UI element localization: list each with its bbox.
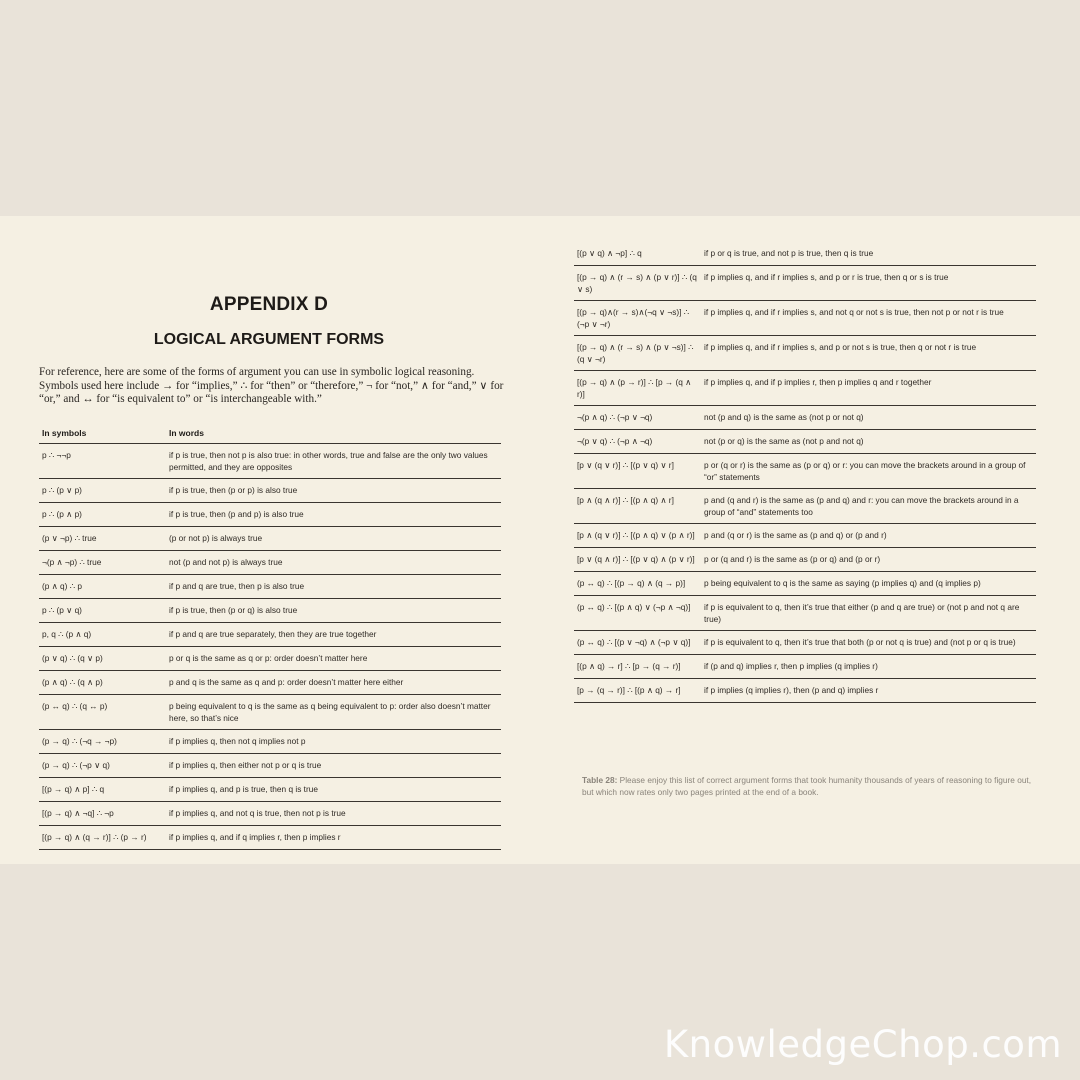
table-caption <box>582 774 1037 798</box>
table-row <box>574 489 1036 524</box>
table-row <box>574 631 1036 655</box>
watermark: KnowledgeChop.com <box>663 1023 1062 1066</box>
header-in-symbols: In symbols <box>39 421 166 444</box>
table-row <box>39 623 501 647</box>
table-row <box>39 671 501 695</box>
words-cell: if p implies q, and if r implies s, and not q or not s is true, then not p or not r is true <box>701 301 1036 336</box>
symbols-cell: (p ↔ q) ∴ [(p ∨ ¬q) ∧ (¬p ∨ q)] <box>574 631 701 655</box>
table-row <box>574 655 1036 679</box>
words-cell: if p and q are true, then p is also true <box>166 575 501 599</box>
words-cell: if p is true, then (p or q) is also true <box>166 599 501 623</box>
symbols-cell: (p ↔ q) ∴ (q ↔ p) <box>39 695 166 730</box>
words-cell: if p implies q, then either not p or q is true <box>166 754 501 778</box>
table-row <box>574 301 1036 336</box>
section-title: LOGICAL ARGUMENT FORMS <box>153 331 385 348</box>
argument-forms-table-left <box>39 421 501 850</box>
table-row <box>574 679 1036 703</box>
symbols-cell: [(p → q) ∧ (r → s) ∧ (p ∨ ¬s)] ∴ (q ∨ ¬r) <box>574 336 701 371</box>
words-cell: p or (q or r) is the same as (p or q) or r: you can move the brackets around in a group of “or” statements <box>701 454 1036 489</box>
symbols-cell: [(p → q) ∧ (r → s) ∧ (p ∨ r)] ∴ (q ∨ s) <box>574 266 701 301</box>
left-table-body <box>39 444 501 850</box>
right-table-body <box>574 242 1036 703</box>
table-row <box>574 548 1036 572</box>
caption-label: Table 28: <box>582 775 618 785</box>
words-cell: if (p and q) implies r, then p implies (q implies r) <box>701 655 1036 679</box>
symbols-cell: [p ∨ (q ∨ r)] ∴ [(p ∨ q) ∨ r] <box>574 454 701 489</box>
symbols-cell: (p ↔ q) ∴ [(p ∧ q) ∨ (¬p ∧ ¬q)] <box>574 596 701 631</box>
table-row <box>39 444 501 479</box>
words-cell: if p implies q, and if q implies r, then p implies r <box>166 826 501 850</box>
symbols-cell: p ∴ (p ∨ p) <box>39 479 166 503</box>
table-row <box>39 503 501 527</box>
table-row <box>39 826 501 850</box>
words-cell: not (p and not p) is always true <box>166 551 501 575</box>
words-cell: if p is true, then (p or p) is also true <box>166 479 501 503</box>
words-cell: if p or q is true, and not p is true, then q is true <box>701 242 1036 266</box>
intro-paragraph: For reference, here are some of the forms of argument you can use in symbolic logical reasoning. Symbols used here include → for “implies,” ∴ for “then” or “therefore,” ¬ for “not,” ∧ for “and,” ∨ for “or,” and ↔ for “is equivalent to” or “is interchangeable with.” <box>39 366 504 405</box>
words-cell: if p implies q, and if p implies r, then p implies q and r together <box>701 371 1036 406</box>
table-row <box>574 454 1036 489</box>
symbols-cell: [(p ∧ q) → r] ∴ [p → (q → r)] <box>574 655 701 679</box>
table-row <box>39 599 501 623</box>
symbols-cell: (p ∧ q) ∴ p <box>39 575 166 599</box>
table-row <box>39 479 501 503</box>
symbols-cell: [p ∨ (q ∧ r)] ∴ [(p ∨ q) ∧ (p ∨ r)] <box>574 548 701 572</box>
table-row <box>574 371 1036 406</box>
symbols-cell: [(p → q)∧(r → s)∧(¬q ∨ ¬s)] ∴ (¬p ∨ ¬r) <box>574 301 701 336</box>
symbols-cell: p, q ∴ (p ∧ q) <box>39 623 166 647</box>
table-row <box>39 575 501 599</box>
symbols-cell: p ∴ (p ∧ p) <box>39 503 166 527</box>
words-cell: (p or not p) is always true <box>166 527 501 551</box>
symbols-cell: [(p → q) ∧ (p → r)] ∴ [p → (q ∧ r)] <box>574 371 701 406</box>
words-cell: not (p and q) is the same as (not p or not q) <box>701 406 1036 430</box>
table-header-row <box>39 421 501 444</box>
words-cell: if p is equivalent to q, then it’s true that both (p or not q is true) and (not p or q is true) <box>701 631 1036 655</box>
symbols-cell: (p ∨ q) ∴ (q ∨ p) <box>39 647 166 671</box>
table-row <box>574 242 1036 266</box>
words-cell: if p implies (q implies r), then (p and q) implies r <box>701 679 1036 703</box>
symbols-cell: (p → q) ∴ (¬q → ¬p) <box>39 730 166 754</box>
table-row <box>39 695 501 730</box>
table-row <box>39 730 501 754</box>
words-cell: if p implies q, and p is true, then q is true <box>166 778 501 802</box>
table-row <box>39 551 501 575</box>
symbols-cell: (p ∨ ¬p) ∴ true <box>39 527 166 551</box>
symbols-cell: p ∴ ¬¬p <box>39 444 166 479</box>
words-cell: if p is equivalent to q, then it’s true that either (p and q are true) or (not p and not q are true) <box>701 596 1036 631</box>
words-cell: if p is true, then (p and p) is also true <box>166 503 501 527</box>
table-row <box>574 336 1036 371</box>
symbols-cell: (p → q) ∴ (¬p ∨ q) <box>39 754 166 778</box>
argument-forms-table-right <box>574 242 1036 703</box>
symbols-cell: p ∴ (p ∨ q) <box>39 599 166 623</box>
symbols-cell: (p ↔ q) ∴ [(p → q) ∧ (q → p)] <box>574 572 701 596</box>
book-spread <box>0 216 1080 864</box>
words-cell: not (p or q) is the same as (not p and not q) <box>701 430 1036 454</box>
symbols-cell: [p ∧ (q ∨ r)] ∴ [(p ∧ q) ∨ (p ∧ r)] <box>574 524 701 548</box>
table-row <box>39 778 501 802</box>
words-cell: p or q is the same as q or p: order doesn’t matter here <box>166 647 501 671</box>
symbols-cell: [(p → q) ∧ (q → r)] ∴ (p → r) <box>39 826 166 850</box>
symbols-cell: [(p ∨ q) ∧ ¬p] ∴ q <box>574 242 701 266</box>
words-cell: p or (q and r) is the same as (p or q) and (p or r) <box>701 548 1036 572</box>
table-row <box>574 524 1036 548</box>
table-row <box>39 527 501 551</box>
table-row <box>574 430 1036 454</box>
table-row <box>39 802 501 826</box>
symbols-cell: ¬(p ∨ q) ∴ (¬p ∧ ¬q) <box>574 430 701 454</box>
table-row <box>574 572 1036 596</box>
words-cell: p being equivalent to q is the same as saying (p implies q) and (q implies p) <box>701 572 1036 596</box>
table-row <box>574 596 1036 631</box>
words-cell: p and (q or r) is the same as (p and q) or (p and r) <box>701 524 1036 548</box>
symbols-cell: [p ∧ (q ∧ r)] ∴ [(p ∧ q) ∧ r] <box>574 489 701 524</box>
table-row <box>574 406 1036 430</box>
symbols-cell: [(p → q) ∧ ¬q] ∴ ¬p <box>39 802 166 826</box>
words-cell: if p and q are true separately, then they are true together <box>166 623 501 647</box>
words-cell: p being equivalent to q is the same as q being equivalent to p: order also doesn’t matter here, so that’s nice <box>166 695 501 730</box>
words-cell: if p implies q, and if r implies s, and p or r is true, then q or s is true <box>701 266 1036 301</box>
header-in-words: In words <box>166 421 501 444</box>
words-cell: if p implies q, and not q is true, then not p is true <box>166 802 501 826</box>
table-row <box>39 754 501 778</box>
symbols-cell: (p ∧ q) ∴ (q ∧ p) <box>39 671 166 695</box>
words-cell: if p is true, then not p is also true: in other words, true and false are the only two values permitted, and they are opposites <box>166 444 501 479</box>
words-cell: p and q is the same as q and p: order doesn’t matter here either <box>166 671 501 695</box>
symbols-cell: [(p → q) ∧ p] ∴ q <box>39 778 166 802</box>
words-cell: p and (q and r) is the same as (p and q) and r: you can move the brackets around in a group of “and” statements too <box>701 489 1036 524</box>
caption-text: Please enjoy this list of correct argument forms that took humanity thousands of years of reasoning to figure out, but which now rates only two pages printed at the end of a book. <box>582 775 1032 797</box>
appendix-title: APPENDIX D <box>209 294 329 315</box>
symbols-cell: [p → (q → r)] ∴ [(p ∧ q) → r] <box>574 679 701 703</box>
words-cell: if p implies q, and if r implies s, and p or not s is true, then q or not r is true <box>701 336 1036 371</box>
table-row <box>39 647 501 671</box>
symbols-cell: ¬(p ∧ ¬p) ∴ true <box>39 551 166 575</box>
table-row <box>574 266 1036 301</box>
words-cell: if p implies q, then not q implies not p <box>166 730 501 754</box>
symbols-cell: ¬(p ∧ q) ∴ (¬p ∨ ¬q) <box>574 406 701 430</box>
